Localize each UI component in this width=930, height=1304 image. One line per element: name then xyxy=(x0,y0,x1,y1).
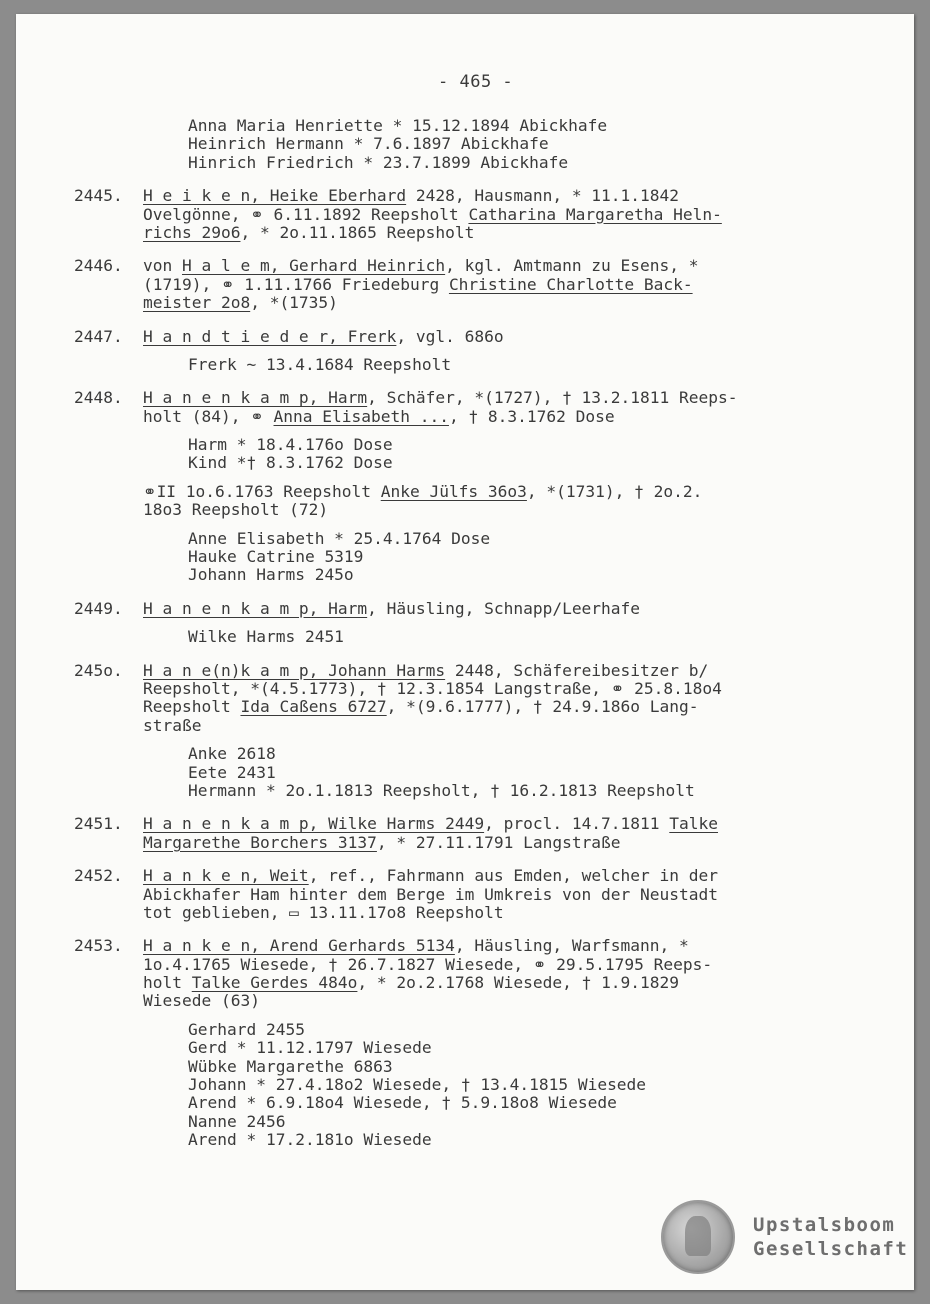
entry-text: 18o3 Reepsholt (72) xyxy=(143,500,329,520)
child-line: Johann Harms 245o xyxy=(188,565,354,585)
child-line: Gerd * 11.12.1797 Wiesede xyxy=(188,1038,432,1058)
entry-text: 1o.4.1765 Wiesede, † 26.7.1827 Wiesede, ⚭ 29.5.1795 Reeps- xyxy=(143,954,713,974)
child-line: Anke 2618 xyxy=(188,744,276,764)
genealogy-text xyxy=(74,117,854,1150)
entry-text: Abickhafer Ham hinter dem Berge im Umkreis von der Neustadt xyxy=(143,884,718,904)
entry-text: , * 27.11.1791 Langstraße xyxy=(376,832,621,852)
entry-text: von xyxy=(143,256,182,276)
entry-2449 xyxy=(74,600,854,647)
spouse-name: Anna Elisabeth ... xyxy=(273,406,449,426)
entry-text: ⚭II 1o.6.1763 Reepsholt xyxy=(143,481,381,501)
entry-2445 xyxy=(74,187,854,242)
child-line: Johann * 27.4.18o2 Wiesede, † 13.4.1815 Wiesede xyxy=(188,1075,647,1095)
entry-text: Ovelgönne, xyxy=(143,204,251,224)
entry-number: 2449. xyxy=(74,598,123,618)
entry-text: , * 2o.2.1768 Wiesede, † 1.9.1829 xyxy=(357,973,680,993)
entry-text: Wiesede (63) xyxy=(143,991,260,1011)
entry-text: , vgl. 686o xyxy=(396,326,504,346)
publisher-name xyxy=(753,1213,908,1261)
spouse-name: meister 2o8 xyxy=(143,293,251,313)
seal-icon xyxy=(661,1200,735,1274)
spouse-name: richs 29o6 xyxy=(143,222,241,242)
entry-text: 2428, Hausmann, * 11.1.1842 xyxy=(406,186,680,206)
entry-number: 2445. xyxy=(74,186,123,206)
child-line: Gerhard 2455 xyxy=(188,1019,305,1039)
entry-name: H a l e m, Gerhard Heinrich xyxy=(181,256,446,276)
child-line: Anne Elisabeth * 25.4.1764 Dose xyxy=(188,528,491,548)
page-number: - 465 - xyxy=(438,72,514,92)
child-line: Wilke Harms 2451 xyxy=(188,627,344,647)
entry-text: , procl. 14.7.1811 xyxy=(484,814,670,834)
entry-number: 245o. xyxy=(74,660,123,680)
entry-text: , kgl. Amtmann zu Esens, * xyxy=(445,256,699,276)
child-line: Kind *† 8.3.1762 Dose xyxy=(188,453,393,473)
entry-text: 2448, Schäfereibesitzer b/ xyxy=(445,660,709,680)
child-line: Nanne 2456 xyxy=(188,1111,286,1131)
spouse-name: Talke xyxy=(669,814,719,834)
entry-text: , *(1735) xyxy=(250,293,338,313)
entry-text: , ref., Fahrmann aus Emden, welcher in der xyxy=(308,866,719,886)
spouse-name: Christine Charlotte Back- xyxy=(448,274,693,294)
entry-text: ⚭ 6.11.1892 Reepsholt xyxy=(250,204,469,224)
child-line: Arend * 17.2.181o Wiesede xyxy=(188,1130,432,1150)
entry-text: , † 8.3.1762 Dose xyxy=(448,406,615,426)
entry-text: , *(9.6.1777), † 24.9.186o Lang- xyxy=(386,697,699,717)
entry-name: H a n d t i e d e r, Frerk xyxy=(143,326,397,346)
entry-number: 2446. xyxy=(74,256,123,276)
entry-2451 xyxy=(74,815,854,852)
entry-2448 xyxy=(74,389,854,585)
child-line: Harm * 18.4.176o Dose xyxy=(188,435,393,455)
entry-name: H a n e n k a m p, Wilke Harms 2449 xyxy=(143,814,485,834)
spouse-name: Anke Jülfs 36o3 xyxy=(380,481,527,501)
child-line: Eete 2431 xyxy=(188,762,276,782)
entry-name: H a n k e n, Arend Gerhards 5134 xyxy=(143,936,455,956)
entry-number: 2448. xyxy=(74,388,123,408)
entry-2447 xyxy=(74,328,854,375)
entry-text: holt (84), ⚭ xyxy=(143,406,274,426)
entry-2450 xyxy=(74,662,854,801)
child-line: Wübke Margarethe 6863 xyxy=(188,1056,393,1076)
child-line: Heinrich Hermann * 7.6.1897 Abickhafe xyxy=(188,134,549,154)
entry-name: H a n k e n, Weit xyxy=(143,866,309,886)
document-page xyxy=(16,14,914,1290)
entry-name: H a n e(n)k a m p, Johann Harms xyxy=(143,660,446,680)
intro-children xyxy=(74,117,854,172)
entry-2453 xyxy=(74,937,854,1149)
child-line: Arend * 6.9.18o4 Wiesede, † 5.9.18o8 Wiesede xyxy=(188,1093,617,1113)
entry-name: H e i k e n, Heike Eberhard xyxy=(143,186,407,206)
child-line: Hauke Catrine 5319 xyxy=(188,547,364,567)
entry-number: 2453. xyxy=(74,936,123,956)
entry-text: , Häusling, Schnapp/Leerhafe xyxy=(367,598,641,618)
entry-number: 2452. xyxy=(74,866,123,886)
spouse-name: Talke Gerdes 484o xyxy=(191,973,358,993)
entry-name: H a n e n k a m p, Harm xyxy=(143,598,368,618)
entry-text: (1719), ⚭ 1.11.1766 Friedeburg xyxy=(143,274,449,294)
entry-text: holt xyxy=(143,973,192,993)
entry-text: straße xyxy=(143,715,202,735)
entry-text: , *(1731), † 2o.2. xyxy=(526,481,703,501)
entry-text: Reepsholt xyxy=(143,697,241,717)
child-line: Frerk ~ 13.4.1684 Reepsholt xyxy=(188,354,452,374)
spouse-name: Ida Caßens 6727 xyxy=(240,697,387,717)
entry-number: 2447. xyxy=(74,326,123,346)
spouse-name: Catharina Margaretha Heln- xyxy=(468,204,722,224)
entry-text: , * 2o.11.1865 Reepsholt xyxy=(240,222,475,242)
publisher-logo xyxy=(661,1200,908,1274)
publisher-name-line: Gesellschaft xyxy=(753,1238,909,1260)
publisher-name-line: Upstalsboom xyxy=(753,1214,896,1236)
spouse-name: Margarethe Borchers 3137 xyxy=(143,832,377,852)
entry-2452 xyxy=(74,867,854,922)
entry-text: Reepsholt, *(4.5.1773), † 12.3.1854 Langstraße, ⚭ 25.8.18o4 xyxy=(143,678,722,698)
entry-text: , Häusling, Warfsmann, * xyxy=(454,936,689,956)
entry-number: 2451. xyxy=(74,814,123,834)
child-line: Anna Maria Henriette * 15.12.1894 Abickhafe xyxy=(188,116,608,135)
child-line: Hinrich Friedrich * 23.7.1899 Abickhafe xyxy=(188,152,569,172)
entry-text: tot geblieben, ▭ 13.11.17o8 Reepsholt xyxy=(143,902,504,922)
entry-text: , Schäfer, *(1727), † 13.2.1811 Reeps- xyxy=(367,388,738,408)
child-line: Hermann * 2o.1.1813 Reepsholt, † 16.2.1813 Reepsholt xyxy=(188,780,695,800)
entry-2446 xyxy=(74,257,854,312)
entry-name: H a n e n k a m p, Harm xyxy=(143,388,368,408)
